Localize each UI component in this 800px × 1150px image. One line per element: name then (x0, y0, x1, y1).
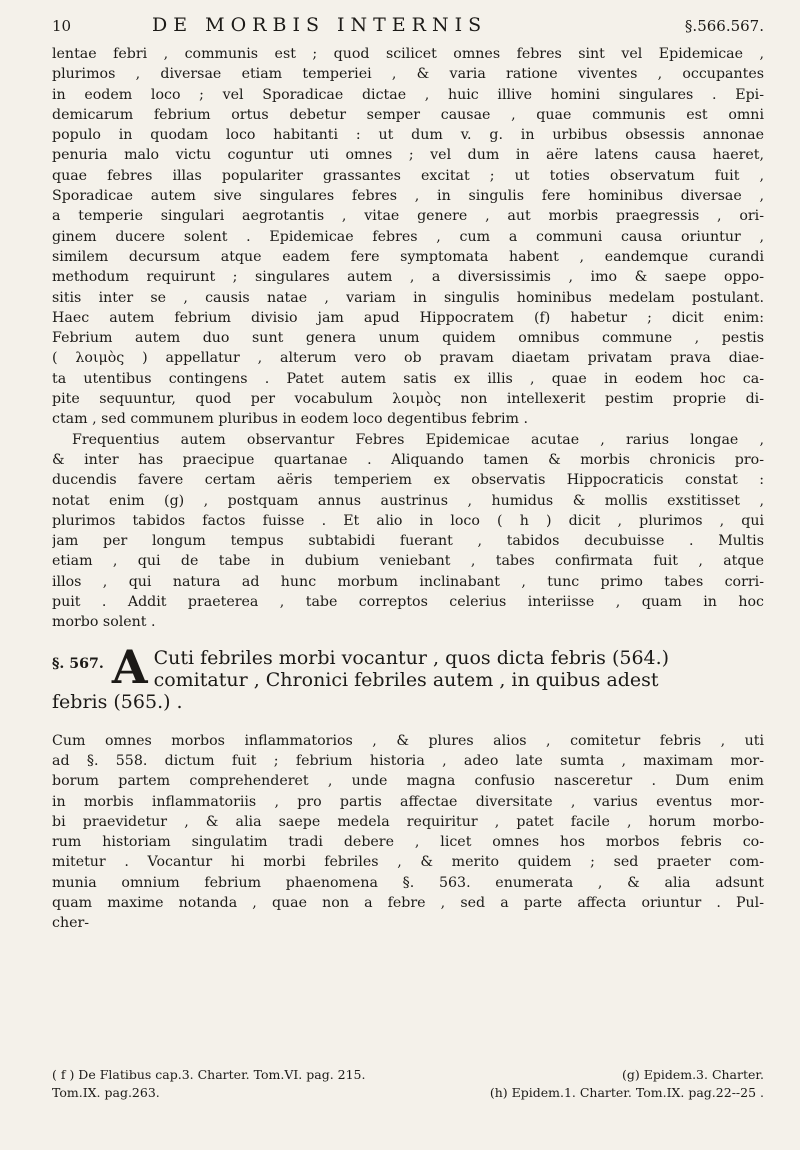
text-line: a temperie singulari aegrotantis , vitae genere , aut morbis praegressis , ori- (52, 208, 764, 225)
section-567 (52, 639, 764, 713)
text-line: Cum omnes morbos inflammatorios , & plures alios , comitetur febris , uti (52, 732, 764, 749)
section-range: §.566.567. (684, 17, 764, 35)
footnote-f: ( f ) De Flatibus cap.3. Charter. Tom.VI. pag. 215. (52, 1067, 366, 1082)
text-line: Haec autem febrium divisio jam apud Hippocratem (f) habetur ; dicit enim: (52, 309, 764, 326)
text-line: quam maxime notanda , quae non a febre , sed a parte affecta oriuntur . Pul- (52, 894, 764, 911)
text-line: ctam , sed communem pluribus in eodem loco degentibus febrim . (52, 411, 528, 428)
text-line: quae febres illas populariter grassantes excitat ; ut toties observatum fuit , (52, 167, 764, 184)
text-line: Sporadicae autem sive singulares febres , in singulis fere hominibus diversae , (52, 188, 764, 205)
footnote-g-cont: Tom.IX. pag.263. (52, 1085, 160, 1100)
text-line: ta utentibus contingens . Patet autem satis ex illis , quae in eodem hoc ca- (52, 370, 764, 387)
footnote-h: (h) Epidem.1. Charter. Tom.IX. pag.22--25 . (489, 1085, 764, 1100)
section-567-line2: comitatur , Chronici febriles autem , in quibus adest (153, 668, 659, 691)
section-mark: §. 567. (52, 655, 104, 672)
text-line: pite sequuntur, quod per vocabulum λοιμὸς non intellexerit pestim proprie di- (52, 391, 764, 408)
drop-cap: A (111, 639, 148, 694)
text-line: lentae febri , communis est ; quod scilicet omnes febres sint vel Epidemicae , (52, 46, 764, 62)
running-header (52, 14, 764, 44)
text-line: illos , qui natura ad hunc morbum inclinabant , tunc primo tabes corri- (52, 573, 764, 590)
text-line: cher- (52, 915, 90, 932)
text-line: rum historiam singulatim tradi debere , licet omnes hos morbos febris co- (52, 834, 764, 851)
text-line: sitis inter se , causis natae , variam in singulis hominibus medelam postulant. (52, 289, 764, 306)
paragraph-frequentius (52, 430, 764, 633)
text-line: populo in quodam loco habitanti : ut dum v. g. in urbibus obsessis annonae (52, 127, 764, 144)
text-line: ad §. 558. dictum fuit ; febrium historia , adeo late sumta , maximam mor- (52, 752, 764, 769)
text-line: similem decursum atque eadem fere symptomata habent , eandemque curandi (52, 248, 764, 265)
text-line: Febrium autem duo sunt genera unum quidem omnibus commune , pestis (52, 330, 764, 347)
running-title: DE MORBIS INTERNIS (152, 14, 488, 36)
text-line: & inter has praecipue quartanae . Aliquando tamen & morbis chronicis pro- (52, 451, 764, 468)
footnotes (52, 1066, 764, 1102)
text-line: etiam , qui de tabe in dubium veniebant , tabes confirmata fuit , atque (52, 553, 764, 570)
section-567-line1: Cuti febriles morbi vocantur , quos dicta febris (564.) (153, 646, 670, 669)
footnote-g: (g) Epidem.3. Charter. (621, 1067, 764, 1082)
text-line: borum partem comprehenderet , unde magna confusio nasceretur . Dum enim (52, 773, 764, 790)
section-567-line3: febris (565.) . (52, 690, 183, 713)
text-line: plurimos , diversae etiam temperiei , & varia ratione viventes , occupantes (52, 66, 764, 83)
text-line: bi praevidetur , & alia saepe medela requiritur , patet facile , horum morbo- (52, 813, 764, 830)
text-line: notat enim (g) , postquam annus austrinus , humidus & mollis exstitisset , (52, 492, 764, 509)
text-line: ginem ducere solent . Epidemicae febres , cum a communi causa oriuntur , (52, 228, 764, 245)
text-line: puit . Addit praeterea , tabe correptos celerius interiisse , quam in hoc (52, 594, 764, 611)
text-line: penuria malo victu coguntur uti omnes ; vel dum in aëre latens causa haeret, (52, 147, 764, 164)
text-line: in morbis inflammatoriis , pro partis affectae diversitate , varius eventus mor- (52, 793, 764, 810)
text-line: jam per longum tempus subtabidi fuerant , tabidos decubuisse . Multis (52, 533, 764, 550)
paragraph-epidemic-sporadic (52, 44, 764, 430)
text-line: mitetur . Vocantur hi morbi febriles , & merito quidem ; sed praeter com- (52, 854, 764, 871)
text-line: in eodem loco ; vel Sporadicae dictae , huic illive homini singulares . Epi- (52, 86, 764, 103)
text-line: morbo solent . (52, 614, 156, 631)
text-line: demicarum febrium ortus debetur semper causae , quae communis est omni (52, 106, 764, 123)
paragraph-cum-omnes (52, 731, 764, 934)
text-line: munia omnium febrium phaenomena §. 563. enumerata , & alia adsunt (52, 874, 764, 891)
page-number: 10 (52, 17, 72, 35)
text-line: methodum requirunt ; singulares autem , a diversissimis , imo & saepe oppo- (52, 269, 764, 286)
text-line: ( λοιμὸς ) appellatur , alterum vero ob pravam diaetam privatam prava diae- (52, 350, 764, 367)
text-line: Frequentius autem observantur Febres Epidemicae acutae , rarius longae , (72, 431, 764, 448)
text-line: ducendis favere certam aëris temperiem ex observatis Hippocraticis constat : (52, 472, 764, 489)
text-line: plurimos tabidos factos fuisse . Et alio in loco ( h ) dicit , plurimos , qui (52, 512, 764, 529)
